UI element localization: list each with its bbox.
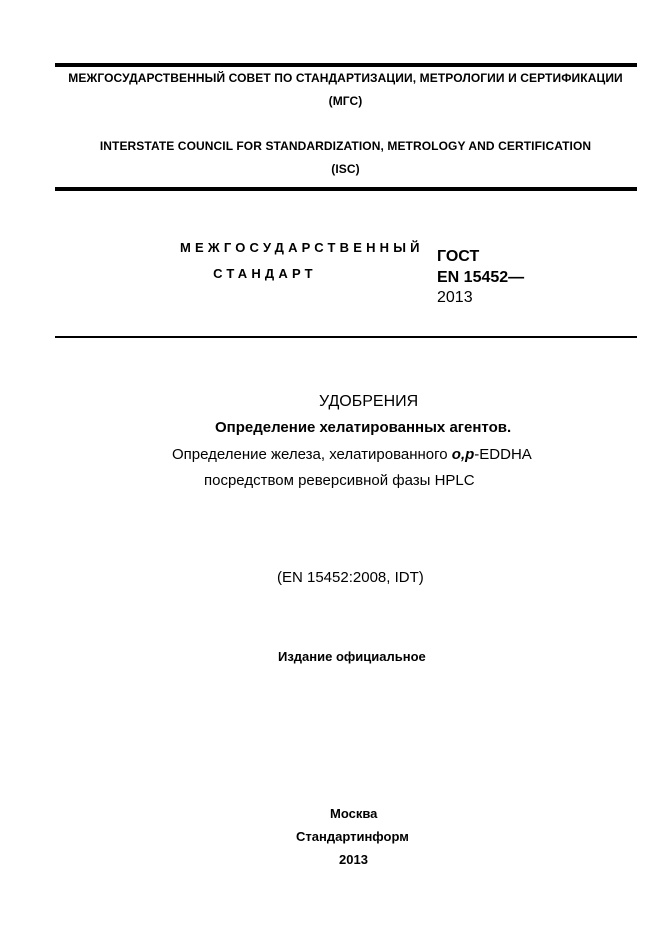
title-line-3 bbox=[172, 446, 532, 463]
gost-code: EN 15452— bbox=[437, 269, 525, 286]
title-line-4: посредством реверсивной фазы HPLC bbox=[204, 472, 475, 489]
gost-label: ГОСТ bbox=[437, 248, 480, 265]
title-line-3-part-b: -EDDHA bbox=[474, 446, 532, 463]
standard-type-line2: СТАНДАРТ bbox=[213, 266, 317, 281]
title-line-3-italic: o,p bbox=[451, 446, 475, 463]
reference-standard: (EN 15452:2008, IDT) bbox=[277, 569, 424, 586]
publication-publisher: Стандартинформ bbox=[296, 829, 409, 844]
council-abbr-en: (ISC) bbox=[331, 162, 360, 176]
council-name-ru: МЕЖГОСУДАРСТВЕННЫЙ СОВЕТ ПО СТАНДАРТИЗАЦИИ, МЕТРОЛОГИИ И СЕРТИФИКАЦИИ bbox=[68, 71, 623, 85]
gost-year: 2013 bbox=[437, 289, 473, 306]
title-line-2: Определение хелатированных агентов. bbox=[215, 419, 512, 436]
edition-note: Издание официальное bbox=[278, 649, 426, 664]
title-line-1: УДОБРЕНИЯ bbox=[319, 393, 419, 410]
standard-divider bbox=[55, 336, 637, 338]
title-line-3-part-a: Определение железа, хелатированного bbox=[172, 446, 452, 463]
council-abbr-ru: (МГС) bbox=[328, 94, 363, 108]
council-name-en: INTERSTATE COUNCIL FOR STANDARDIZATION, METROLOGY AND CERTIFICATION bbox=[99, 139, 592, 153]
header-bottom-rule bbox=[55, 187, 637, 191]
top-rule bbox=[55, 63, 637, 67]
standard-type-line1: МЕЖГОСУДАРСТВЕННЫЙ bbox=[180, 240, 424, 255]
publication-year: 2013 bbox=[339, 852, 368, 867]
publication-city: Москва bbox=[330, 806, 378, 821]
